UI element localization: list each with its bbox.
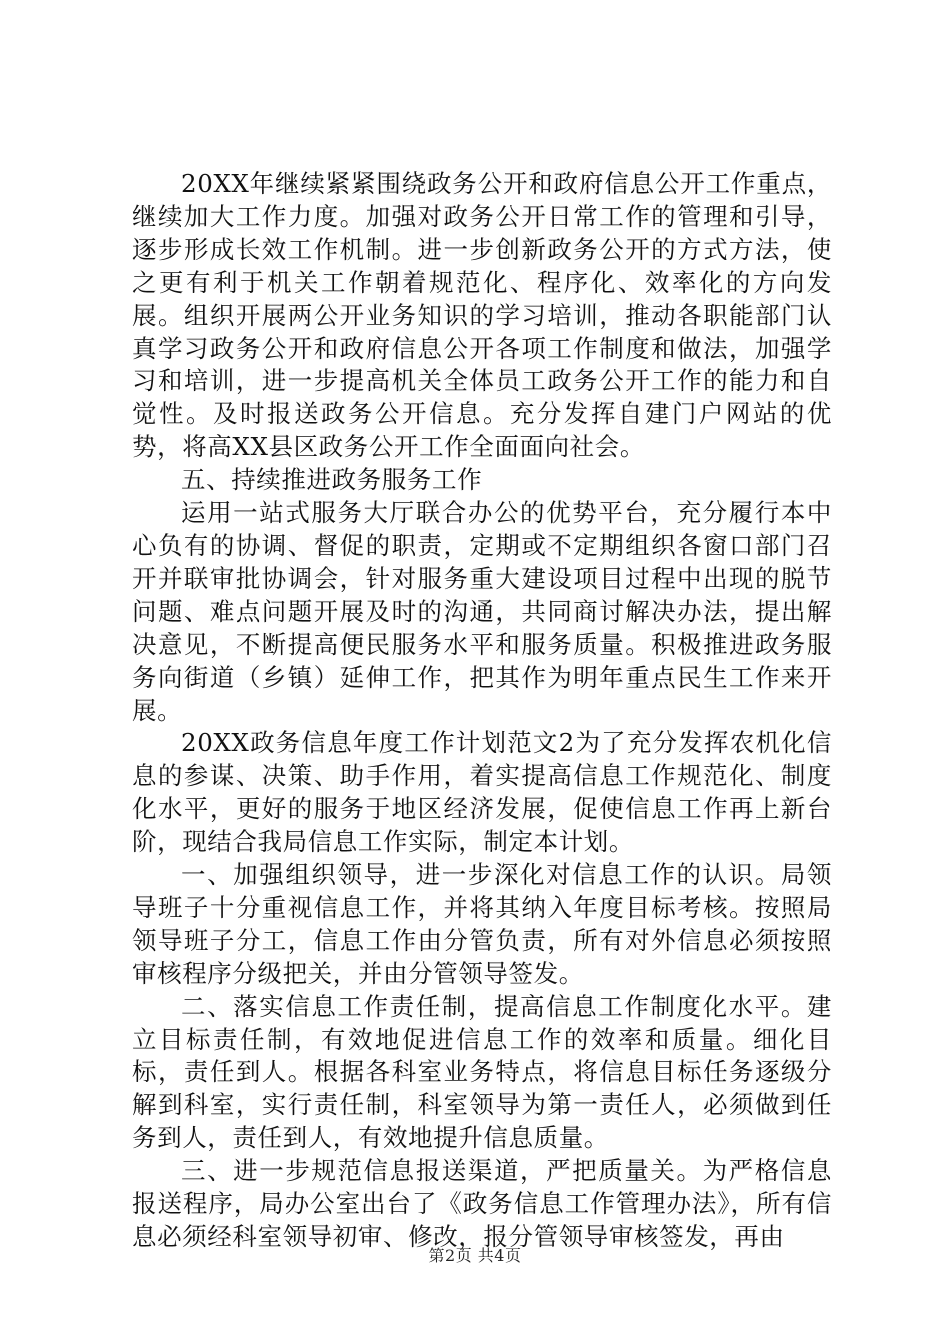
paragraph-item-2: 二、落实信息工作责任制，提高信息工作制度化水平。建立目标责任制，有效地促进信息工作的效率和质量。细化目标，责任到人。根据各科室业务特点，将信息目标任务逐级分解到科室，实行责任制，科室领导为第一责任人，必须做到任务到人，责任到人，有效地提升信息质量。 xyxy=(132,991,832,1153)
paragraph-plan-intro: 20XX政务信息年度工作计划范文2为了充分发挥农机化信息的参谋、决策、助手作用，着实提高信息工作规范化、制度化水平，更好的服务于地区经济发展，促使信息工作再上新台阶，现结合我局信息工作实际，制定本计划。 xyxy=(132,728,832,857)
paragraph-item-3: 三、进一步规范信息报送渠道，严把质量关。为严格信息报送程序，局办公室出台了《政务信息工作管理办法》，所有信息必须经科室领导初审、修改，报分管领导审核签发，再由 xyxy=(132,1156,832,1251)
paragraph-service-hall: 运用一站式服务大厅联合办公的优势平台，充分履行本中心负有的协调、督促的职责，定期或不定期组织各窗口部门召开并联审批协调会，针对服务重大建设项目过程中出现的脱节问题、难点问题开展及时的沟通，共同商讨解决办法，提出解决意见，不断提高便民服务水平和服务质量。积极推进政务服务向街道（乡镇）延伸工作，把其作为明年重点民生工作来开展。 xyxy=(132,498,832,725)
section-heading-5: 五、持续推进政务服务工作 xyxy=(181,465,483,495)
paragraph-item-1: 一、加强组织领导，进一步深化对信息工作的认识。局领导班子十分重视信息工作，并将其纳入年度目标考核。按照局领导班子分工，信息工作由分管负责，所有对外信息必须按照审核程序分级把关，并由分管领导签发。 xyxy=(132,860,832,988)
paragraph-open-government: 20XX年继续紧紧围绕政务公开和政府信息公开工作重点，继续加大工作力度。加强对政务公开日常工作的管理和引导，逐步形成长效工作机制。进一步创新政务公开的方式方法，使之更有利于机关工作朝着规范化、程序化、效率化的方向发展。组织开展两公开业务知识的学习培训，推动各职能部门认真学习政务公开和政府信息公开各项工作制度和做法，加强学习和培训，进一步提高机关全体员工政务公开工作的能力和自觉性。及时报送政务公开信息。充分发挥自建门户网站的优势，将高XX县区政务公开工作全面面向社会。 xyxy=(132,169,832,462)
page-number-footer: 第2页 共4页 xyxy=(428,1246,522,1265)
document-body xyxy=(132,168,832,1254)
